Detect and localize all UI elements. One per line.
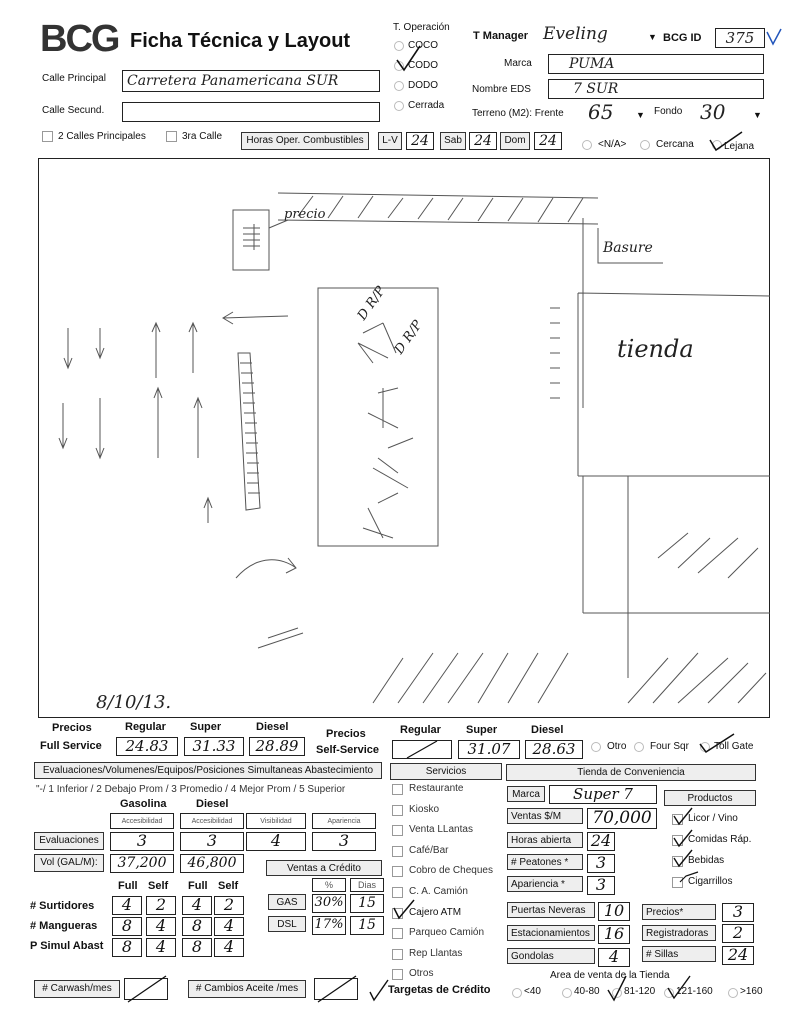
radio-four-sqr[interactable] bbox=[634, 742, 644, 752]
sub-header-visibilidad: Visibilidad bbox=[246, 813, 306, 829]
sub-header-accesibilidad-1: Accesibilidad bbox=[110, 813, 174, 829]
radio-dodo[interactable] bbox=[394, 81, 404, 91]
productos-title: Productos bbox=[664, 790, 756, 806]
servicio-checkbox-2[interactable] bbox=[392, 805, 403, 816]
puertas-value[interactable]: 10 bbox=[598, 902, 630, 921]
full-header-gas: Full bbox=[118, 880, 138, 892]
gas-dias[interactable]: 15 bbox=[350, 894, 384, 913]
servicio-label: Cajero ATM bbox=[409, 906, 462, 918]
self-header-dsl: Self bbox=[218, 880, 239, 892]
horas-abierta-value[interactable]: 24 bbox=[587, 832, 615, 851]
sketch-dr-label-1: D R/P bbox=[354, 283, 389, 324]
vol-gasolina-value[interactable]: 37,200 bbox=[110, 854, 174, 873]
eval-value-1[interactable]: 3 bbox=[110, 832, 174, 851]
registradoras-label: Registradoras bbox=[642, 925, 716, 941]
eval-value-4[interactable]: 3 bbox=[312, 832, 376, 851]
tarjetas-checkmark-icon bbox=[368, 978, 390, 1002]
surtidores-2[interactable]: 2 bbox=[146, 896, 176, 915]
cambios-aceite-label: # Cambios Aceite /mes bbox=[188, 980, 306, 998]
proximity-lejana: Lejana bbox=[724, 141, 755, 152]
layout-sketch bbox=[38, 158, 770, 718]
area-radio-2[interactable] bbox=[562, 988, 572, 998]
ventas-label: Ventas $/M bbox=[507, 808, 583, 824]
cambios-strike bbox=[314, 974, 360, 1004]
operacion-codo: CODO bbox=[408, 60, 438, 71]
sketch-basura-label: Basure bbox=[603, 240, 653, 256]
nombre-eds-label: Nombre EDS bbox=[472, 84, 531, 95]
self-service-precios-label: Precios bbox=[326, 728, 366, 740]
servicio-label: Otros bbox=[409, 968, 434, 980]
servicio-label: Cobro de Cheques bbox=[409, 865, 493, 877]
self-super-price[interactable]: 31.07 bbox=[458, 740, 520, 759]
full-service-label: Full Service bbox=[40, 740, 102, 752]
simul-3[interactable]: 8 bbox=[182, 938, 212, 957]
sub-header-apariencia: Apariencia bbox=[312, 813, 376, 829]
calle-secund-field[interactable] bbox=[122, 102, 380, 122]
self-header-gas: Self bbox=[148, 880, 169, 892]
gondolas-value[interactable]: 4 bbox=[598, 948, 630, 967]
fondo-value[interactable]: 30 bbox=[700, 100, 726, 124]
evaluaciones-scale: "-/ 1 Inferior / 2 Debajo Prom / 3 Promedio / 4 Mejor Prom / 5 Superior bbox=[36, 784, 346, 795]
cajero-checkmark-icon bbox=[392, 898, 416, 920]
operacion-coco: COCO bbox=[408, 40, 438, 51]
simul-label: P Simul Abast bbox=[30, 940, 104, 952]
productos-checkmarks-icon bbox=[670, 806, 700, 886]
surtidores-label: # Surtidores bbox=[30, 900, 95, 912]
tercera-calle-checkbox[interactable] bbox=[166, 131, 177, 142]
apariencia-label: Apariencia * bbox=[507, 876, 583, 892]
area-radio-1[interactable] bbox=[512, 988, 522, 998]
servicio-label: Rep Llantas bbox=[409, 947, 463, 959]
marca-field[interactable] bbox=[548, 54, 764, 74]
dos-calles-checkbox[interactable] bbox=[42, 131, 53, 142]
servicio-label: Venta LLantas bbox=[409, 824, 473, 836]
sketch-dr-label-2: D R/P bbox=[391, 317, 426, 358]
sab-label: Sab bbox=[440, 132, 466, 150]
gas-label: GAS bbox=[268, 894, 306, 910]
tercera-calle-label: 3ra Calle bbox=[182, 131, 223, 142]
operacion-cerrada: Cerrada bbox=[408, 100, 445, 111]
peatones-value[interactable]: 3 bbox=[587, 854, 615, 873]
carwash-strike bbox=[124, 974, 170, 1004]
calle-principal-field[interactable] bbox=[122, 70, 380, 92]
radio-otro[interactable] bbox=[591, 742, 601, 752]
horas-abierta-label: Horas abierta bbox=[507, 832, 583, 848]
self-diesel-price[interactable]: 28.63 bbox=[525, 740, 583, 759]
servicio-checkbox-4[interactable] bbox=[392, 846, 403, 857]
operacion-title: T. Operación bbox=[393, 22, 450, 33]
diesel-header: Diesel bbox=[256, 721, 289, 733]
sketch-tienda-label: tienda bbox=[617, 335, 694, 363]
servicio-label: Café/Bar bbox=[409, 844, 449, 856]
dsl-pct[interactable]: 17% bbox=[312, 916, 346, 935]
full-super-price[interactable]: 31.33 bbox=[184, 737, 244, 756]
gasolina-header: Gasolina bbox=[120, 798, 167, 810]
bcg-id-label: BCG ID bbox=[663, 32, 702, 44]
area-checkmarks-icon bbox=[606, 972, 696, 1002]
gondolas-label: Gondolas bbox=[507, 948, 595, 964]
estac-label: Estacionamientos bbox=[507, 925, 595, 941]
puertas-label: Puertas Neveras bbox=[507, 902, 595, 918]
gas-pct[interactable]: 30% bbox=[312, 894, 346, 913]
self-regular-header: Regular bbox=[400, 724, 441, 736]
checkmark-blue-icon bbox=[766, 28, 782, 46]
producto-label: Licor / Vino bbox=[688, 813, 738, 824]
tarjetas-credito-label: Targetas de Crédito bbox=[388, 984, 491, 996]
dos-calles-label: 2 Calles Principales bbox=[58, 131, 146, 142]
servicio-checkbox-8[interactable] bbox=[392, 928, 403, 939]
surtidores-1[interactable]: 4 bbox=[112, 896, 142, 915]
self-service-label: Self-Service bbox=[316, 744, 379, 756]
area-option-label: 81-120 bbox=[624, 986, 656, 997]
fondo-label: Fondo bbox=[654, 106, 683, 117]
toll-gate-label: Toll Gate bbox=[714, 741, 754, 752]
sillas-value[interactable]: 24 bbox=[722, 946, 754, 965]
sub-header-accesibilidad-2: Accesibilidad bbox=[180, 813, 244, 829]
otro-label: Otro bbox=[607, 741, 627, 752]
dsl-dias[interactable]: 15 bbox=[350, 916, 384, 935]
eval-value-2[interactable]: 3 bbox=[180, 832, 244, 851]
calle-principal-label: Calle Principal bbox=[42, 73, 106, 84]
proximity-cercana: Cercana bbox=[656, 139, 694, 150]
surtidores-3[interactable]: 4 bbox=[182, 896, 212, 915]
lv-label: L-V bbox=[378, 132, 402, 150]
servicio-label: Parqueo Camión bbox=[409, 927, 485, 939]
simul-2[interactable]: 4 bbox=[146, 938, 176, 957]
surtidores-4[interactable]: 2 bbox=[214, 896, 244, 915]
bcg-logo: BCG bbox=[40, 18, 119, 60]
radio-na[interactable] bbox=[582, 140, 592, 150]
frente-chevron-down-icon[interactable]: ▼ bbox=[636, 110, 645, 120]
servicio-checkbox-1[interactable] bbox=[392, 784, 403, 795]
marca-label: Marca bbox=[504, 58, 532, 69]
operacion-dodo: DODO bbox=[408, 80, 438, 91]
fondo-chevron-down-icon[interactable]: ▼ bbox=[753, 110, 762, 120]
servicios-title[interactable]: Servicios bbox=[390, 763, 502, 780]
mangueras-3[interactable]: 8 bbox=[182, 917, 212, 936]
t-manager-value[interactable]: Eveling bbox=[543, 24, 608, 44]
full-diesel-price[interactable]: 28.89 bbox=[249, 737, 305, 756]
nombre-eds-field[interactable] bbox=[548, 79, 764, 99]
producto-label: Bebidas bbox=[688, 855, 725, 866]
area-radio-5[interactable] bbox=[728, 988, 738, 998]
proximity-na: <N/A> bbox=[598, 139, 627, 150]
sketch-precio-label: precio bbox=[284, 207, 326, 222]
dom-value[interactable]: 24 bbox=[534, 132, 562, 150]
credito-dias-header: Dias bbox=[350, 878, 384, 892]
producto-label: Comidas Ráp. bbox=[688, 834, 752, 845]
precios-tienda-label: Precios* bbox=[642, 904, 716, 920]
mangueras-2[interactable]: 4 bbox=[146, 917, 176, 936]
area-option-label: 121-160 bbox=[676, 986, 713, 997]
codo-checkmark-icon bbox=[394, 44, 424, 74]
servicio-checkbox-10[interactable] bbox=[392, 969, 403, 980]
producto-label: Cigarrillos bbox=[688, 876, 733, 887]
mangueras-label: # Mangueras bbox=[30, 920, 98, 932]
page-title: Ficha Técnica y Layout bbox=[130, 30, 351, 52]
bcg-id-field[interactable] bbox=[715, 28, 765, 48]
sab-value[interactable]: 24 bbox=[469, 132, 497, 150]
diesel-eval-header: Diesel bbox=[196, 798, 229, 810]
self-diesel-header: Diesel bbox=[531, 724, 564, 736]
area-option-label: >160 bbox=[740, 986, 763, 997]
registradoras-value[interactable]: 2 bbox=[722, 924, 754, 943]
tienda-marca-label: Marca bbox=[507, 786, 545, 802]
servicio-label: Restaurante bbox=[409, 783, 464, 794]
frente-value[interactable]: 65 bbox=[588, 100, 614, 124]
lv-value[interactable]: 24 bbox=[406, 132, 434, 150]
servicio-label: C. A. Camión bbox=[409, 886, 468, 897]
credito-pct-header: % bbox=[312, 878, 346, 892]
four-sqr-label: Four Sqr bbox=[650, 741, 689, 752]
evaluaciones-bar[interactable]: Evaluaciones/Volumenes/Equipos/Posiciones Simultaneas Abastecimiento bbox=[34, 762, 382, 779]
servicio-checkbox-5[interactable] bbox=[392, 866, 403, 877]
full-service-precios-label: Precios bbox=[52, 722, 92, 734]
evaluaciones-label: Evaluaciones bbox=[34, 832, 104, 850]
simul-4[interactable]: 4 bbox=[214, 938, 244, 957]
dom-label: Dom bbox=[500, 132, 530, 150]
super-header: Super bbox=[190, 721, 222, 733]
radio-cerrada[interactable] bbox=[394, 101, 404, 111]
apariencia-value[interactable]: 3 bbox=[587, 876, 615, 895]
vol-diesel-value[interactable]: 46,800 bbox=[180, 854, 244, 873]
estac-value[interactable]: 16 bbox=[598, 925, 630, 944]
chevron-down-icon[interactable]: ▼ bbox=[648, 32, 657, 42]
sillas-label: # Sillas bbox=[642, 946, 716, 962]
simul-1[interactable]: 8 bbox=[112, 938, 142, 957]
eval-value-3[interactable]: 4 bbox=[246, 832, 306, 851]
full-header-dsl: Full bbox=[188, 880, 208, 892]
precios-tienda-value[interactable]: 3 bbox=[722, 903, 754, 922]
dsl-label: DSL bbox=[268, 916, 306, 932]
sketch-date: 8/10/13. bbox=[96, 692, 172, 713]
mangueras-1[interactable]: 8 bbox=[112, 917, 142, 936]
marca-value: PUMA bbox=[569, 56, 615, 72]
self-regular-strike bbox=[392, 740, 452, 759]
horas-oper-button[interactable]: Horas Oper. Combustibles bbox=[241, 132, 369, 150]
mangueras-4[interactable]: 4 bbox=[214, 917, 244, 936]
radio-cercana[interactable] bbox=[640, 140, 650, 150]
ventas-value[interactable]: 70,000 bbox=[587, 808, 657, 829]
nombre-eds-value: 7 SUR bbox=[573, 81, 619, 97]
vol-label: Vol (GAL/M): bbox=[34, 854, 104, 872]
t-manager-label: T Manager bbox=[473, 30, 529, 42]
servicio-checkbox-6[interactable] bbox=[392, 887, 403, 898]
calle-secund-label: Calle Secund. bbox=[42, 105, 105, 116]
servicio-label: Kiosko bbox=[409, 803, 440, 815]
terreno-label: Terreno (M2): Frente bbox=[472, 108, 564, 119]
regular-header: Regular bbox=[125, 721, 166, 733]
servicio-checkbox-9[interactable] bbox=[392, 949, 403, 960]
self-super-header: Super bbox=[466, 724, 498, 736]
area-option-label: 40-80 bbox=[574, 986, 600, 997]
tienda-title[interactable]: Tienda de Conveniencia bbox=[506, 764, 756, 781]
lejana-checkmark-icon bbox=[708, 130, 744, 152]
carwash-label: # Carwash/mes bbox=[34, 980, 120, 998]
calle-principal-value: Carretera Panamericana SUR bbox=[127, 73, 339, 89]
tienda-marca-value[interactable]: Super 7 bbox=[549, 785, 657, 804]
peatones-label: # Peatones * bbox=[507, 854, 583, 870]
servicio-checkbox-3[interactable] bbox=[392, 825, 403, 836]
full-regular-price[interactable]: 24.83 bbox=[116, 737, 178, 756]
area-venta-label: Area de venta de la Tienda bbox=[550, 970, 670, 981]
toll-gate-checkmark-icon bbox=[698, 732, 736, 754]
area-option-label: <40 bbox=[524, 986, 541, 997]
bcg-id-value: 375 bbox=[725, 29, 755, 47]
ventas-credito-title: Ventas a Crédito bbox=[266, 860, 382, 876]
